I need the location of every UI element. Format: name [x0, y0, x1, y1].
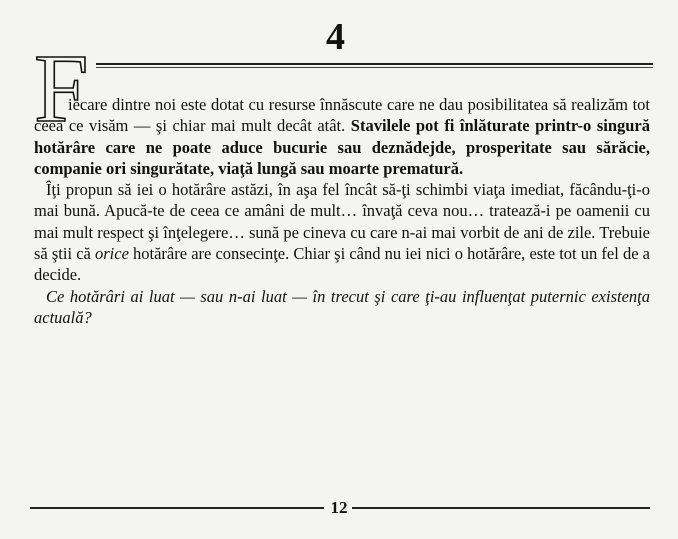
paragraph-3-question: Ce hotărâri ai luat — sau n-ai luat — în trecut şi care ţi-au influenţat puternic existenţa actuală?: [34, 286, 650, 327]
paragraph-2: [34, 179, 650, 285]
footer-rule-left: [30, 507, 324, 509]
drop-cap-letter: F: [34, 35, 89, 143]
paragraph-1-bold: Stavilele pot fi înlăturate printr-o singură hotărâre care ne poate aduce bucurie sau deznădejde, prosperitate sau sărăcie, companie ori singurătate, viaţă lungă sau moarte prematură.: [34, 116, 651, 178]
page-number: 12: [330, 498, 348, 517]
paragraph-1: [34, 94, 650, 179]
paragraph-2-italic: orice: [94, 244, 129, 264]
page-footer: [30, 498, 650, 518]
chapter-number: 4: [326, 16, 345, 58]
paragraph-2-text-b: hotărâre are consecinţe. Chiar şi când nu iei nici o hotărâre, este tot un fel de a decide.: [34, 244, 650, 285]
body-text: [34, 94, 650, 328]
footer-rule-right: [352, 507, 650, 509]
header-rule: [96, 63, 653, 68]
paragraph-2-text-a: Îţi propun să iei o hotărâre astăzi, în aşa fel încât să-ţi schimbi viaţa imediat, făcându-ţi-o mai bună. Apucă-te de ceea ce amâni de mult… învaţă ceva nou… tratează-i pe oamenii cu mai mult respect şi înţelegere… sună pe cineva cu care n-ai mai vorbit de ani de zile. Trebuie să ştii că: [34, 180, 650, 264]
paragraph-1-lead: iecare dintre noi este dotat cu resurse înnăscute care ne dau posibilitatea să realizăm tot ceea ce visăm — şi chiar mai mult decât atât.: [34, 95, 650, 136]
